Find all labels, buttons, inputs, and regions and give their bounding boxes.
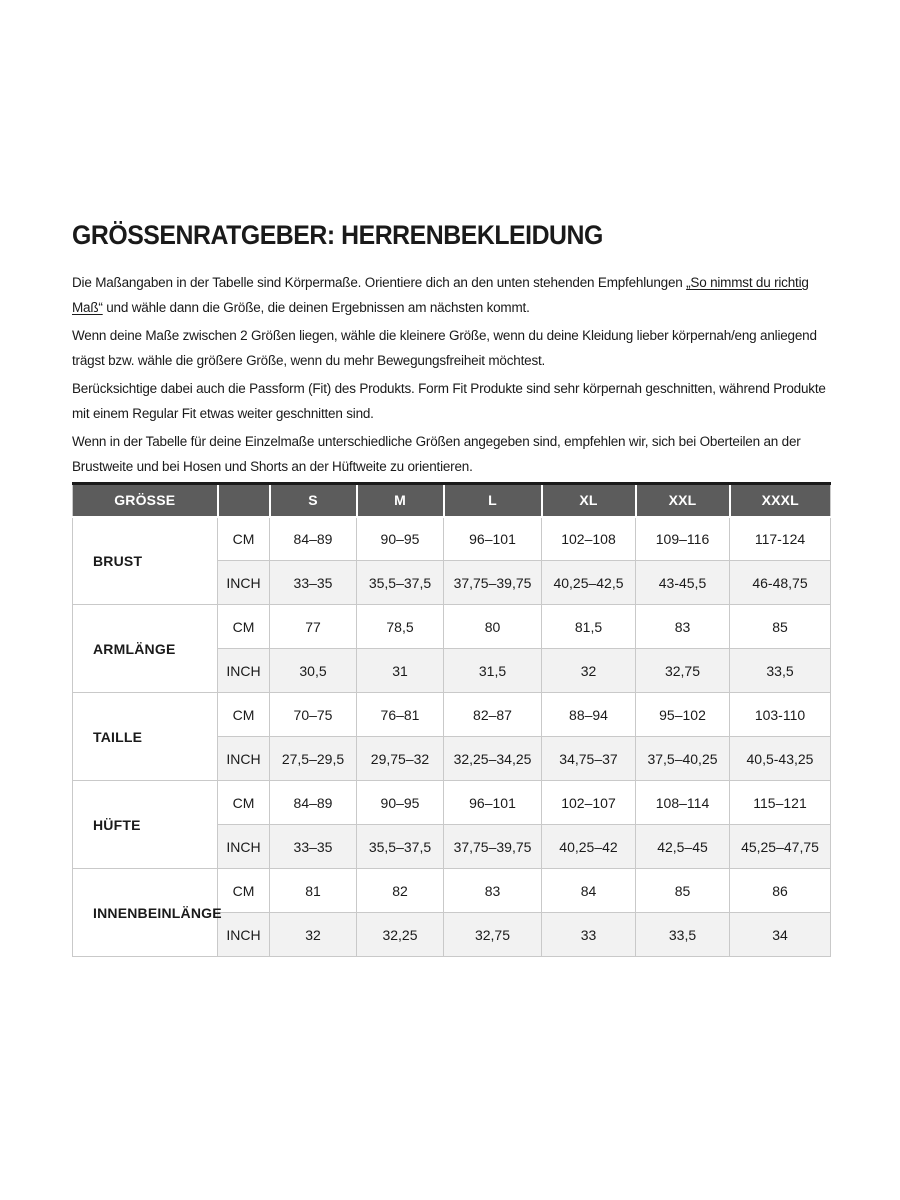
unit-cell-inch: INCH xyxy=(218,561,270,605)
value-cell: 35,5–37,5 xyxy=(357,825,444,869)
value-cell: 103-110 xyxy=(730,693,831,737)
size-table xyxy=(72,482,831,957)
value-cell: 85 xyxy=(730,605,831,649)
value-cell: 83 xyxy=(636,605,730,649)
value-cell: 84–89 xyxy=(270,517,357,561)
value-cell: 102–108 xyxy=(542,517,636,561)
value-cell: 33 xyxy=(542,913,636,957)
value-cell: 35,5–37,5 xyxy=(357,561,444,605)
unit-cell-cm: CM xyxy=(218,781,270,825)
header-cell-size-xxxl: XXXL xyxy=(730,484,831,517)
row-label-taille: TAILLE xyxy=(73,693,218,781)
value-cell: 117-124 xyxy=(730,517,831,561)
value-cell: 43-45,5 xyxy=(636,561,730,605)
value-cell: 86 xyxy=(730,869,831,913)
row-label-armlaenge: ARMLÄNGE xyxy=(73,605,218,693)
value-cell: 30,5 xyxy=(270,649,357,693)
table-row-brust-cm xyxy=(73,517,831,561)
value-cell: 34 xyxy=(730,913,831,957)
value-cell: 81 xyxy=(270,869,357,913)
paragraph-fit: Berücksichtige dabei auch die Passform (Fit) des Produkts. Form Fit Produkte sind sehr körpernah geschnitten, während Produkte mit einem Regular Fit etwas weiter geschnitten sind. xyxy=(72,381,826,421)
value-cell: 96–101 xyxy=(444,781,542,825)
unit-cell-cm: CM xyxy=(218,693,270,737)
value-cell: 32,25–34,25 xyxy=(444,737,542,781)
value-cell: 115–121 xyxy=(730,781,831,825)
intro-text-before: Die Maßangaben in der Tabelle sind Körpermaße. Orientiere dich an den unten stehenden Empfehlungen xyxy=(72,275,687,290)
value-cell: 33–35 xyxy=(270,825,357,869)
row-label-brust: BRUST xyxy=(73,517,218,605)
value-cell: 84–89 xyxy=(270,781,357,825)
value-cell: 77 xyxy=(270,605,357,649)
measure-guide-link[interactable]: „So nimmst du richtig Maß“ xyxy=(72,275,809,315)
unit-cell-cm: CM xyxy=(218,869,270,913)
value-cell: 37,75–39,75 xyxy=(444,825,542,869)
value-cell: 70–75 xyxy=(270,693,357,737)
value-cell: 45,25–47,75 xyxy=(730,825,831,869)
table-row-huefte-cm xyxy=(73,781,831,825)
unit-cell-inch: INCH xyxy=(218,913,270,957)
value-cell: 32 xyxy=(270,913,357,957)
value-cell: 109–116 xyxy=(636,517,730,561)
header-cell-size-l: L xyxy=(444,484,542,517)
value-cell: 76–81 xyxy=(357,693,444,737)
header-cell-groesse: GRÖSSE xyxy=(73,484,218,517)
value-cell: 85 xyxy=(636,869,730,913)
header-cell-size-xl: XL xyxy=(542,484,636,517)
header-cell-size-xxl: XXL xyxy=(636,484,730,517)
page-title: GRÖSSENRATGEBER: HERRENBEKLEIDUNG xyxy=(72,220,603,250)
value-cell: 32,75 xyxy=(636,649,730,693)
value-cell: 37,75–39,75 xyxy=(444,561,542,605)
table-row-innenbeinlaenge-cm xyxy=(73,869,831,913)
value-cell: 108–114 xyxy=(636,781,730,825)
unit-cell-cm: CM xyxy=(218,605,270,649)
value-cell: 33,5 xyxy=(730,649,831,693)
value-cell: 40,5-43,25 xyxy=(730,737,831,781)
header-cell-unit xyxy=(218,484,270,517)
intro-copy xyxy=(72,270,830,479)
value-cell: 31 xyxy=(357,649,444,693)
unit-cell-inch: INCH xyxy=(218,737,270,781)
unit-cell-inch: INCH xyxy=(218,825,270,869)
value-cell: 40,25–42,5 xyxy=(542,561,636,605)
value-cell: 40,25–42 xyxy=(542,825,636,869)
value-cell: 83 xyxy=(444,869,542,913)
value-cell: 37,5–40,25 xyxy=(636,737,730,781)
header-cell-size-s: S xyxy=(270,484,357,517)
table-row-taille-cm xyxy=(73,693,831,737)
intro-text-after: und wähle dann die Größe, die deinen Ergebnissen am nächsten kommt. xyxy=(102,300,530,315)
value-cell: 34,75–37 xyxy=(542,737,636,781)
header-cell-size-m: M xyxy=(357,484,444,517)
value-cell: 46-48,75 xyxy=(730,561,831,605)
value-cell: 95–102 xyxy=(636,693,730,737)
value-cell: 82 xyxy=(357,869,444,913)
value-cell: 29,75–32 xyxy=(357,737,444,781)
value-cell: 33,5 xyxy=(636,913,730,957)
unit-cell-inch: INCH xyxy=(218,649,270,693)
table-header-row xyxy=(73,484,831,517)
value-cell: 27,5–29,5 xyxy=(270,737,357,781)
value-cell: 84 xyxy=(542,869,636,913)
value-cell: 81,5 xyxy=(542,605,636,649)
paragraph-recommendation: Wenn in der Tabelle für deine Einzelmaße unterschiedliche Größen angegeben sind, empfehlen wir, sich bei Oberteilen an der Brustweite und bei Hosen und Shorts an der Hüftweite zu orientieren. xyxy=(72,434,801,474)
intro-paragraph xyxy=(72,270,830,320)
value-cell: 90–95 xyxy=(357,517,444,561)
unit-cell-cm: CM xyxy=(218,517,270,561)
value-cell: 80 xyxy=(444,605,542,649)
row-label-innenbeinlaenge: INNENBEINLÄNGE xyxy=(73,869,218,957)
value-cell: 96–101 xyxy=(444,517,542,561)
paragraph-between-sizes: Wenn deine Maße zwischen 2 Größen liegen, wähle die kleinere Größe, wenn du deine Kleidung lieber körpernah/eng anliegend trägst bzw. wähle die größere Größe, wenn du mehr Bewegungsfreiheit möchtest. xyxy=(72,328,817,368)
value-cell: 90–95 xyxy=(357,781,444,825)
value-cell: 88–94 xyxy=(542,693,636,737)
row-label-huefte: HÜFTE xyxy=(73,781,218,869)
table-row-armlaenge-cm xyxy=(73,605,831,649)
value-cell: 32 xyxy=(542,649,636,693)
value-cell: 102–107 xyxy=(542,781,636,825)
value-cell: 42,5–45 xyxy=(636,825,730,869)
value-cell: 32,75 xyxy=(444,913,542,957)
value-cell: 78,5 xyxy=(357,605,444,649)
value-cell: 82–87 xyxy=(444,693,542,737)
value-cell: 32,25 xyxy=(357,913,444,957)
value-cell: 33–35 xyxy=(270,561,357,605)
value-cell: 31,5 xyxy=(444,649,542,693)
